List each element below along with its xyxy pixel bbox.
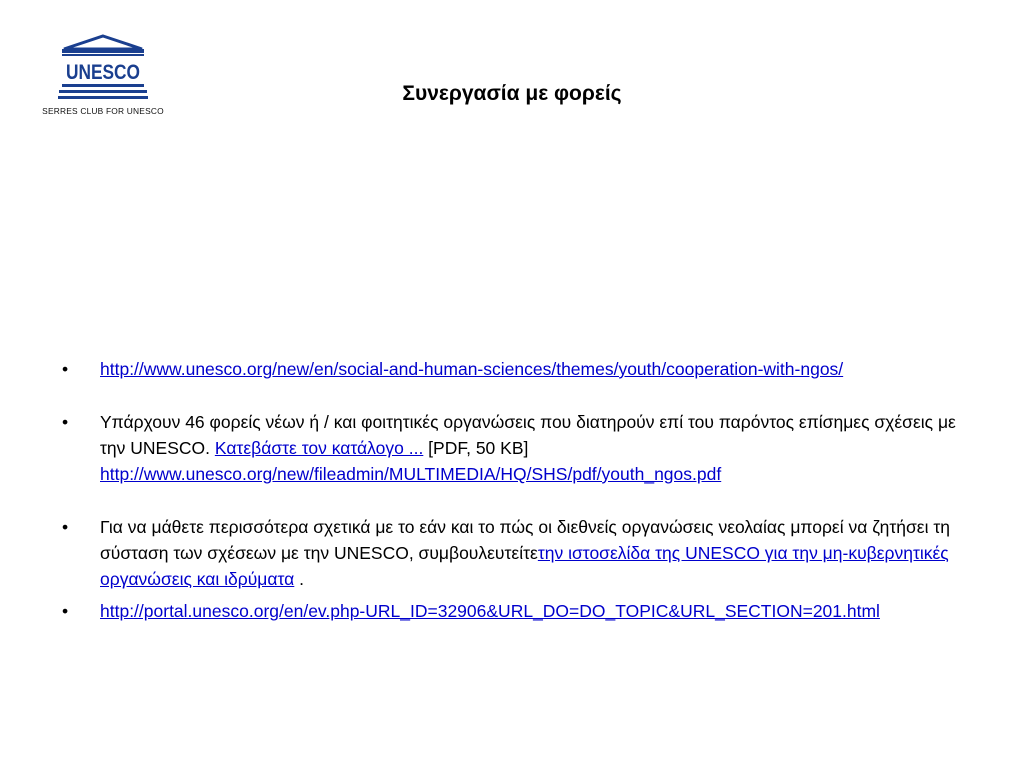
youth-ngos-link[interactable]: http://www.unesco.org/new/en/social-and-human-sciences/themes/youth/cooperation-with-ngos/	[100, 359, 844, 379]
bullet-icon: •	[62, 412, 69, 432]
item-text: .	[294, 569, 305, 589]
item-text: [PDF, 50 KB]	[423, 438, 529, 458]
logo-wordmark: UNESCO	[66, 61, 140, 84]
logo-caption: SERRES CLUB FOR UNESCO	[42, 106, 164, 116]
bullet-list	[62, 356, 962, 624]
list-item	[62, 356, 962, 382]
slide-title: Συνεργασία με φορείς	[402, 82, 622, 105]
download-catalog-link[interactable]: Κατεβάστε τον κατάλογο ...	[214, 438, 424, 458]
bullet-icon: •	[62, 359, 69, 379]
item-text: Για να μάθετε περισσότερα σχετικά με το εάν και το πώς οι διεθνείς οργανώσεις νεολαίας μπορεί να ζητήσει τη σύσταση των σχέσεων με την UNESCO, συμβουλευτείτε	[100, 517, 950, 563]
unesco-ngo-page-link[interactable]: την ιστοσελίδα της UNESCO για την μη-κυβερνητικές οργανώσεις και ιδρύματα	[100, 543, 949, 589]
bullet-icon: •	[62, 601, 69, 621]
list-item	[62, 409, 962, 487]
youth-ngos-pdf-link[interactable]: http://www.unesco.org/new/fileadmin/MULTIMEDIA/HQ/SHS/pdf/youth_ngos.pdf	[100, 464, 722, 484]
portal-unesco-link[interactable]: http://portal.unesco.org/en/ev.php-URL_ID=32906&URL_DO=DO_TOPIC&URL_SECTION=201.html	[100, 601, 880, 621]
item-text: Υπάρχουν 46 φορείς νέων ή / και φοιτητικές οργανώσεις που διατηρούν επί του παρόντος επίσημες σχέσεις με την UNESCO.	[100, 412, 956, 458]
bullet-icon: •	[62, 517, 69, 537]
list-item	[62, 514, 962, 592]
list-item	[62, 598, 962, 624]
